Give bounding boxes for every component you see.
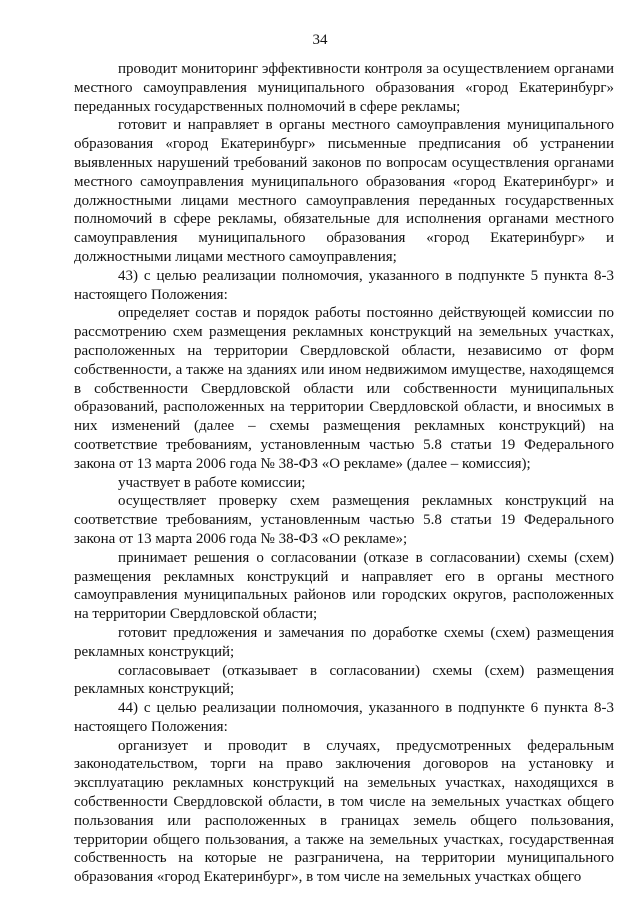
- paragraph: 43) с целью реализации полномочия, указанного в подпункте 5 пункта 8-3 настоящего Положения:: [74, 267, 614, 303]
- paragraph: организует и проводит в случаях, предусмотренных федеральным законодательством, торги на право заключения договоров на установку и эксплуатацию рекламных конструкций на земельных участках, находящихся в собственности Свердловской области, в том числе на земельных участках общего пользования или расположенных в границах земель общего пользования, территории общего пользования, а также на земельных участках, государственная собственность на которые не разграничена, на территории муниципального образования «город Екатеринбург», в том числе на земельных участках общего: [74, 737, 614, 886]
- paragraph: участвует в работе комиссии;: [118, 474, 306, 491]
- paragraph: проводит мониторинг эффективности контроля за осуществлением органами местного самоуправления муниципального образования «город Екатеринбург» переданных государственных полномочий в сфере рекламы;: [74, 61, 614, 115]
- paragraph: 44) с целью реализации полномочия, указанного в подпункте 6 пункта 8-3 настоящего Положения:: [74, 700, 614, 735]
- paragraph: осуществляет проверку схем размещения рекламных конструкций на соответствие требованиям, установленным частью 5.8 статьи 19 Федерального закона от 13 марта 2006 года № 38-ФЗ «О рекламе»;: [74, 493, 614, 547]
- paragraph: согласовывает (отказывает в согласовании) схемы (схем) размещения рекламных конструкций;: [74, 662, 614, 698]
- page-number: 34: [312, 32, 328, 48]
- document-body: [74, 60, 614, 887]
- paragraph: готовит предложения и замечания по доработке схемы (схем) размещения рекламных конструкций;: [74, 624, 614, 660]
- paragraph: определяет состав и порядок работы постоянно действующей комиссии по рассмотрению схем размещения рекламных конструкций на земельных участках, расположенных на территории Свердловской области, независимо от форм собственности, а также на зданиях или ином недвижимом имуществе, находящемся в собственности Свердловской области или собственности муниципальных образований, расположенных на территории Свердловской области, и вносимых в них изменений (далее – схемы размещения рекламных конструкций) на соответствие требованиям, установленным частью 5.8 статьи 19 Федерального закона от 13 марта 2006 года № 38-ФЗ «О рекламе» (далее – комиссия);: [74, 305, 614, 472]
- paragraph: принимает решения о согласовании (отказе в согласовании) схемы (схем) размещения рекламных конструкций и направляет его в органы местного самоуправления муниципальных районов или городских округов, расположенных на территории Свердловской области;: [74, 549, 614, 623]
- paragraph: готовит и направляет в органы местного самоуправления муниципального образования «город Екатеринбург» письменные предписания об устранении выявленных нарушений требований законов по вопросам осуществления органами местного самоуправления муниципального образования «город Екатеринбург» и должностными лицами местного самоуправления переданных государственных полномочий в сфере рекламы, обязательные для исполнения органами местного самоуправления муниципального образования «город Екатеринбург» и должностными лицами местного самоуправления;: [74, 117, 614, 265]
